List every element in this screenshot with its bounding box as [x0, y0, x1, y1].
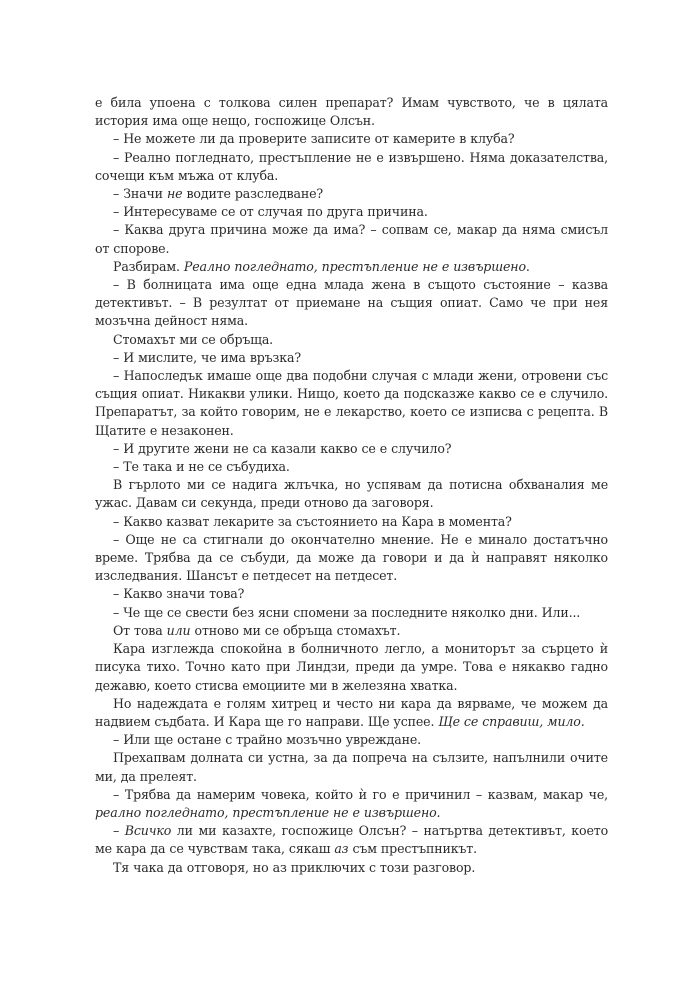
- book-page-text: [95, 94, 608, 877]
- italic-text: Всичко: [124, 823, 172, 839]
- text-run: В гърлото ми се надига жлъчка, но успявам да потисна обхваналия ме ужас. Давам си секунда, преди отново да заговоря.: [95, 477, 608, 511]
- text-run: – И мислите, че има връзка?: [113, 349, 301, 365]
- paragraph: [95, 531, 608, 586]
- paragraph: [95, 786, 608, 822]
- text-run: съм престъпникът.: [348, 841, 477, 857]
- paragraph: [95, 585, 608, 603]
- text-run: От това: [113, 622, 167, 638]
- paragraph: [95, 367, 608, 440]
- text-run: Разбирам.: [113, 258, 184, 274]
- text-run: ли ми казахте, госпожице Олсън? – натъртва детективът, което ме кара да се чувствам така, сякаш: [95, 823, 608, 857]
- italic-text: или: [166, 622, 191, 638]
- paragraph: [95, 513, 608, 531]
- paragraph: [95, 149, 608, 185]
- text-run: – Още не са стигнали до окончателно мнение. Не е минало достатъчно време. Трябва да се събуди, да може да говори и да ѝ направят няколко изследвания. Шансът е петдесет на петдесет.: [95, 531, 608, 584]
- text-run: –: [113, 823, 125, 839]
- text-run: Стомахът ми се обръща.: [113, 331, 274, 347]
- paragraph: [95, 94, 608, 130]
- paragraph: [95, 859, 608, 877]
- paragraph: [95, 822, 608, 858]
- text-run: водите разследване?: [182, 186, 323, 202]
- text-run: – Реално погледнато, престъпление не е извършено. Няма доказателства, сочещи към мъжа от клуба.: [95, 149, 608, 183]
- text-run: – Или ще остане с трайно мозъчно увреждане.: [113, 732, 421, 748]
- text-run: – В болницата има още една млада жена в същото състояние – казва детективът. – В резултат от приемане на същия опиат. Само че при нея мозъчна дейност няма.: [95, 277, 608, 329]
- paragraph: [95, 458, 608, 476]
- paragraph: [95, 203, 608, 221]
- text-run: Но надеждата е голям хитрец и често ни кара да вярваме, че можем да надвием съдбата. И Кара ще го направи. Ще успее.: [95, 695, 608, 729]
- text-run: – Напоследък имаше още два подобни случая с млади жени, отровени със същия опиат. Никакви улики. Нищо, което да подсказже какво се е случило. Препаратът, за който говорим, не е лекарство, което се изписва с рецепта. В Щатите е незаконен.: [95, 368, 608, 438]
- text-run: – И другите жени не са казали какво се е случило?: [113, 440, 452, 456]
- paragraph: [95, 476, 608, 512]
- paragraph: [95, 640, 608, 695]
- text-run: Тя чака да отговоря, но аз приключих с този разговор.: [113, 859, 476, 875]
- text-run: – Не можете ли да проверите записите от камерите в клуба?: [113, 131, 515, 147]
- text-run: – Те така и не се събудиха.: [113, 459, 290, 475]
- text-run: – Каква друга причина може да има? – сопвам се, макар да няма смисъл от спорове.: [95, 222, 608, 256]
- text-run: отново ми се обръща стомахът.: [190, 622, 401, 638]
- italic-text: Ще се справиш, мило.: [438, 713, 585, 729]
- text-run: Прехапвам долната си устна, за да попреча на сълзите, напълнили очите ми, да прелеят.: [95, 750, 608, 784]
- text-run: Кара изглежда спокойна в болничното легло, а мониторът за сърцето ѝ писука тихо. Точно като при Линдзи, преди да умре. Това е някакво гадно дежавю, което стисва емоциите ми в железяна хватка.: [95, 641, 608, 693]
- text-run: .: [525, 258, 530, 274]
- text-run: – Значи: [113, 186, 167, 202]
- paragraph: [95, 695, 608, 731]
- text-run: е била упоена с толкова силен препарат? Имам чувството, че в цялата история има още нещо, госпожице Олсън.: [95, 95, 608, 129]
- paragraph: [95, 221, 608, 257]
- text-run: – Че ще се свести без ясни спомени за последните няколко дни. Или...: [113, 604, 581, 620]
- italic-text: Реално погледнато, престъпление не е извършено: [183, 258, 526, 274]
- paragraph: [95, 349, 608, 367]
- paragraph: [95, 185, 608, 203]
- paragraph: [95, 440, 608, 458]
- text-run: – Какво значи това?: [113, 586, 245, 602]
- paragraph: [95, 749, 608, 785]
- paragraph: [95, 331, 608, 349]
- text-run: – Интересуваме се от случая по друга причина.: [113, 204, 428, 220]
- paragraph: [95, 731, 608, 749]
- paragraph: [95, 604, 608, 622]
- italic-text: реално погледнато, престъпление не е извършено.: [95, 804, 441, 820]
- paragraph: [95, 276, 608, 331]
- paragraph: [95, 130, 608, 148]
- paragraph: [95, 622, 608, 640]
- paragraph: [95, 258, 608, 276]
- text-run: – Какво казват лекарите за състоянието на Кара в момента?: [113, 513, 512, 529]
- italic-text: не: [166, 186, 183, 202]
- italic-text: аз: [334, 841, 349, 857]
- text-run: – Трябва да намерим човека, който ѝ го е причинил – казвам, макар че,: [113, 786, 608, 802]
